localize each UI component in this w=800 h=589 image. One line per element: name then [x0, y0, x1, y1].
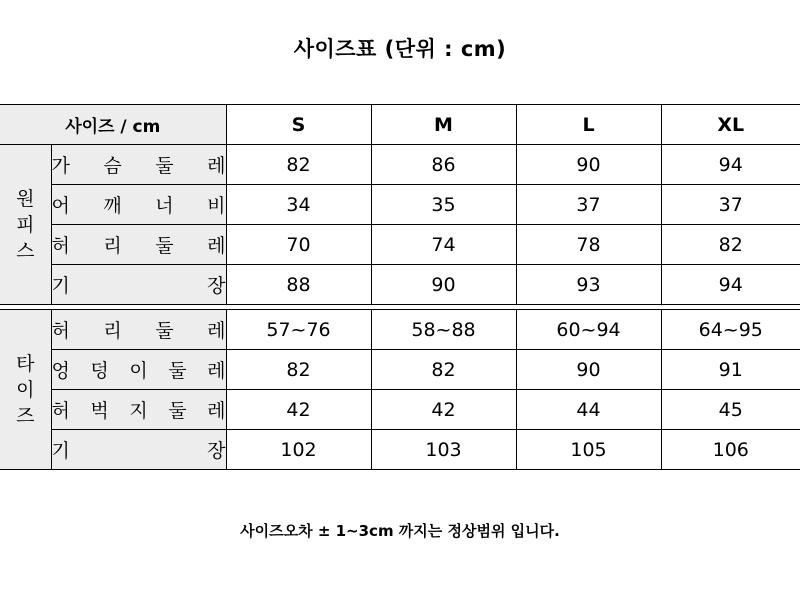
value-cell: 82 [226, 350, 371, 390]
size-header-l: L [516, 105, 661, 145]
value-cell: 82 [661, 225, 800, 265]
size-table [0, 104, 800, 470]
table-row [0, 225, 800, 265]
row-label-char: 엉 [51, 360, 70, 382]
value-cell: 102 [226, 430, 371, 470]
group-label-char: 이 [16, 378, 35, 401]
row-label-char: 덩 [90, 360, 109, 382]
value-cell: 37 [516, 185, 661, 225]
value-cell: 70 [226, 225, 371, 265]
size-header-s: S [226, 105, 371, 145]
group-label-text [0, 186, 51, 264]
value-cell: 45 [661, 390, 800, 430]
value-cell: 58~88 [371, 310, 516, 350]
value-cell: 82 [226, 145, 371, 185]
row-label-char: 너 [155, 195, 174, 217]
row-label-char: 가 [51, 155, 70, 177]
row-label [51, 390, 226, 430]
row-label [51, 265, 226, 305]
value-cell: 103 [371, 430, 516, 470]
row-label [51, 185, 226, 225]
row-label-char: 깨 [103, 195, 122, 217]
row-label-char: 허 [51, 235, 70, 257]
row-label-char: 기 [51, 440, 70, 462]
group-label-char: 즈 [16, 404, 35, 427]
row-label-text [52, 396, 226, 423]
value-cell: 42 [226, 390, 371, 430]
row-label-char: 리 [103, 235, 122, 257]
row-label-text [52, 356, 226, 383]
row-label-char: 레 [207, 320, 226, 342]
row-label-char: 둘 [155, 235, 174, 257]
row-label-char: 슴 [103, 155, 122, 177]
value-cell: 44 [516, 390, 661, 430]
page-title: 사이즈표 (단위 : cm) [293, 37, 507, 61]
row-label-char: 둘 [155, 155, 174, 177]
row-label-text [52, 316, 226, 343]
value-cell: 78 [516, 225, 661, 265]
row-label-text [52, 191, 226, 218]
footnote: 사이즈오차 ± 1~3cm 까지는 정상범위 입니다. [240, 522, 560, 540]
row-label-char: 어 [51, 195, 70, 217]
unit-header: 사이즈 / cm [0, 105, 226, 145]
table-row [0, 185, 800, 225]
row-label-text [52, 231, 226, 258]
value-cell: 105 [516, 430, 661, 470]
group-label-char: 원 [16, 187, 35, 210]
value-cell: 93 [516, 265, 661, 305]
row-label-char: 기 [51, 275, 70, 297]
group-label [0, 310, 51, 470]
value-cell: 90 [516, 145, 661, 185]
value-cell: 37 [661, 185, 800, 225]
row-label-char: 비 [207, 195, 226, 217]
size-header-xl: XL [661, 105, 800, 145]
row-label-char: 둘 [168, 400, 187, 422]
group-label-char: 피 [16, 213, 35, 236]
table-row [0, 350, 800, 390]
value-cell: 94 [661, 265, 800, 305]
row-label [51, 310, 226, 350]
row-label-char: 허 [51, 400, 70, 422]
table-row [0, 145, 800, 185]
value-cell: 88 [226, 265, 371, 305]
row-label [51, 225, 226, 265]
header-row [0, 105, 800, 145]
group-label [0, 145, 51, 305]
value-cell: 60~94 [516, 310, 661, 350]
group-label-char: 타 [16, 352, 35, 375]
table-row [0, 310, 800, 350]
row-label-char: 이 [129, 360, 148, 382]
group-label-text [0, 351, 51, 429]
value-cell: 64~95 [661, 310, 800, 350]
table-row [0, 390, 800, 430]
row-label-char: 장 [207, 440, 226, 462]
row-label [51, 430, 226, 470]
size-header-m: M [371, 105, 516, 145]
row-label-char: 벅 [90, 400, 109, 422]
row-label-char: 장 [207, 275, 226, 297]
value-cell: 35 [371, 185, 516, 225]
row-label-char: 레 [207, 360, 226, 382]
group-label-char: 스 [16, 239, 35, 262]
value-cell: 90 [516, 350, 661, 390]
value-cell: 57~76 [226, 310, 371, 350]
row-label-char: 레 [207, 155, 226, 177]
value-cell: 91 [661, 350, 800, 390]
row-label-char: 리 [103, 320, 122, 342]
row-label [51, 350, 226, 390]
row-label-char: 레 [207, 235, 226, 257]
value-cell: 34 [226, 185, 371, 225]
value-cell: 86 [371, 145, 516, 185]
row-label [51, 145, 226, 185]
row-label-text [52, 436, 226, 463]
table-row [0, 265, 800, 305]
row-label-char: 레 [207, 400, 226, 422]
table-body [0, 145, 800, 470]
value-cell: 42 [371, 390, 516, 430]
row-label-text [52, 271, 226, 298]
value-cell: 82 [371, 350, 516, 390]
table-row [0, 430, 800, 470]
row-label-text [52, 151, 226, 178]
row-label-char: 둘 [168, 360, 187, 382]
row-label-char: 허 [51, 320, 70, 342]
row-label-char: 둘 [155, 320, 174, 342]
value-cell: 106 [661, 430, 800, 470]
value-cell: 74 [371, 225, 516, 265]
value-cell: 94 [661, 145, 800, 185]
value-cell: 90 [371, 265, 516, 305]
row-label-char: 지 [129, 400, 148, 422]
